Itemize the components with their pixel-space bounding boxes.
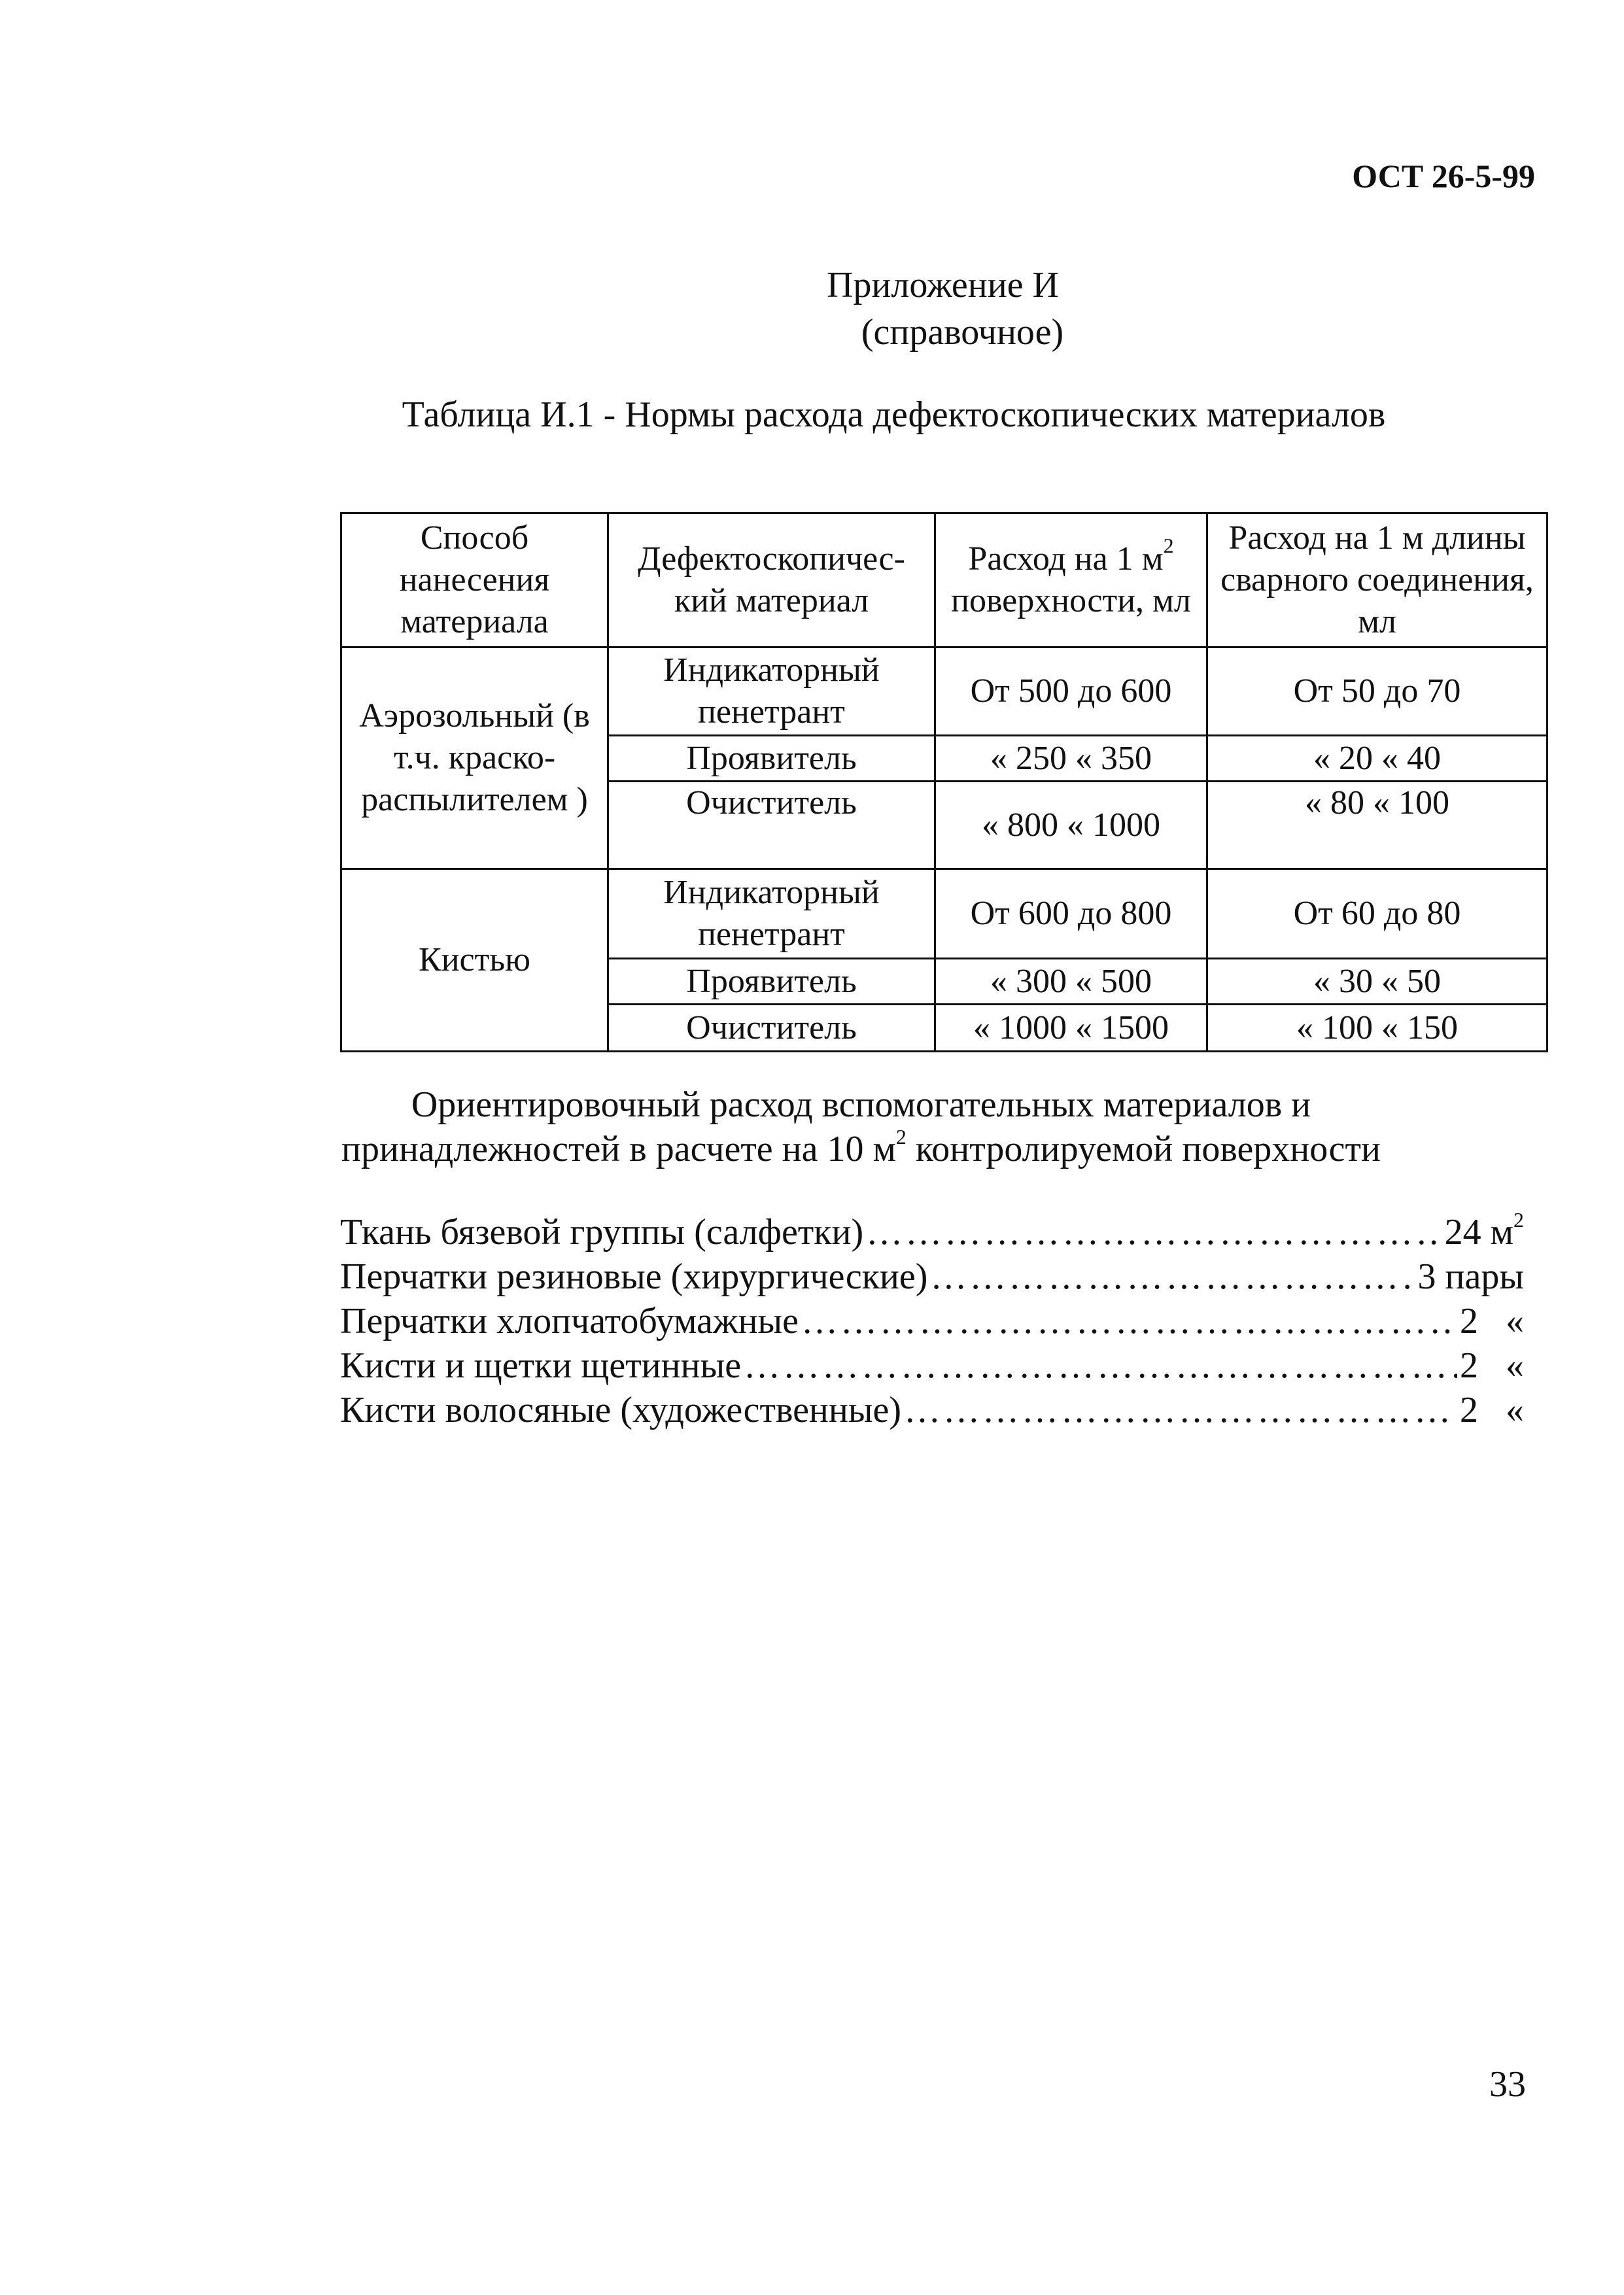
list-item [340, 1343, 1524, 1388]
method-cell: Аэрозольный (в т.ч. краско- распылителем ) [341, 647, 608, 869]
weld-cell: От 60 до 80 [1207, 869, 1547, 959]
appendix-heading [0, 262, 1624, 356]
aux-item-name: Перчатки резиновые (хирургические) [340, 1256, 928, 1297]
header-surface-b: поверхности, мл [951, 582, 1191, 619]
aux-title-line2 [98, 1127, 1624, 1171]
header-surface-a: Расход на 1 м [968, 540, 1164, 578]
header-surface-sup: 2 [1163, 534, 1174, 557]
aux-item-name: Перчатки хлопчатобумажные [340, 1301, 799, 1341]
surface-cell: « 800 « 1000 [935, 782, 1207, 869]
surface-cell: « 300 « 500 [935, 959, 1207, 1005]
material-cell: Проявитель [608, 959, 935, 1005]
aux-item-qty [1460, 1343, 1524, 1388]
aux-item-qty-value: 2 « [1460, 1301, 1524, 1341]
aux-item-name: Ткань бязевой группы (салфетки) [340, 1212, 864, 1252]
surface-cell: « 1000 « 1500 [935, 1005, 1207, 1052]
aux-item-qty-sup: 2 [1513, 1208, 1524, 1232]
aux-item-qty-value: 2 « [1460, 1390, 1524, 1430]
aux-item-qty-value: 24 м [1444, 1212, 1513, 1252]
aux-item-qty [1460, 1299, 1524, 1343]
leader-dots [801, 1299, 1457, 1343]
weld-cell: От 50 до 70 [1207, 647, 1547, 736]
document-code: ОСТ 26-5-99 [1352, 158, 1535, 194]
aux-item-qty-value: 3 пары [1417, 1256, 1524, 1297]
surface-cell: « 250 « 350 [935, 736, 1207, 782]
header-method: Способ нанесения материала [341, 513, 608, 647]
weld-cell: « 80 « 100 [1207, 782, 1547, 869]
aux-item-qty [1460, 1388, 1524, 1432]
aux-item-name: Кисти волосяные (художественные) [340, 1390, 901, 1430]
aux-item-qty [1445, 1210, 1524, 1254]
material-cell: Очиститель [608, 1005, 935, 1052]
weld-cell: « 20 « 40 [1207, 736, 1547, 782]
header-material: Дефектоскопичес- кий материал [608, 513, 935, 647]
aux-title-sup: 2 [895, 1125, 907, 1148]
aux-title-line2b: контролируемой поверхности [906, 1129, 1381, 1169]
page-number: 33 [1489, 2064, 1526, 2105]
aux-title-line2a: принадлежностей в расчете на 10 м [341, 1129, 896, 1169]
surface-cell: От 500 до 600 [935, 647, 1207, 736]
aux-item-name: Кисти и щетки щетинные [340, 1345, 742, 1386]
aux-title-line1: Ориентировочный расход вспомогательных материалов и [411, 1084, 1311, 1125]
leader-dots [866, 1210, 1442, 1254]
table-row [341, 869, 1547, 959]
material-cell: Индикаторный пенетрант [608, 647, 935, 736]
list-item [340, 1254, 1524, 1299]
table-header-row [341, 513, 1547, 647]
leader-dots [744, 1343, 1457, 1388]
leader-dots [930, 1254, 1415, 1299]
aux-item-qty [1418, 1254, 1524, 1299]
weld-cell: « 100 « 150 [1207, 1005, 1547, 1052]
aux-item-qty-value: 2 « [1460, 1345, 1524, 1386]
leader-dots [904, 1388, 1457, 1432]
appendix-subtitle: (справочное) [861, 312, 1064, 353]
method-cell: Кистью [341, 869, 608, 1052]
material-cell: Проявитель [608, 736, 935, 782]
list-item [340, 1388, 1524, 1432]
table-caption: Таблица И.1 - Нормы расхода дефектоскопических материалов [402, 394, 1386, 435]
norms-table [340, 512, 1548, 1052]
header-weld: Расход на 1 м длины сварного соединения, мл [1207, 513, 1547, 647]
material-cell: Очиститель [608, 782, 935, 869]
surface-cell: От 600 до 800 [935, 869, 1207, 959]
table-row [341, 647, 1547, 736]
aux-materials-list [340, 1210, 1524, 1432]
aux-materials-title [0, 1082, 1624, 1171]
weld-cell: « 30 « 50 [1207, 959, 1547, 1005]
list-item [340, 1299, 1524, 1343]
appendix-title: Приложение И [826, 265, 1059, 305]
material-cell: Индикаторный пенетрант [608, 869, 935, 959]
header-surface [935, 513, 1207, 647]
list-item [340, 1210, 1524, 1254]
